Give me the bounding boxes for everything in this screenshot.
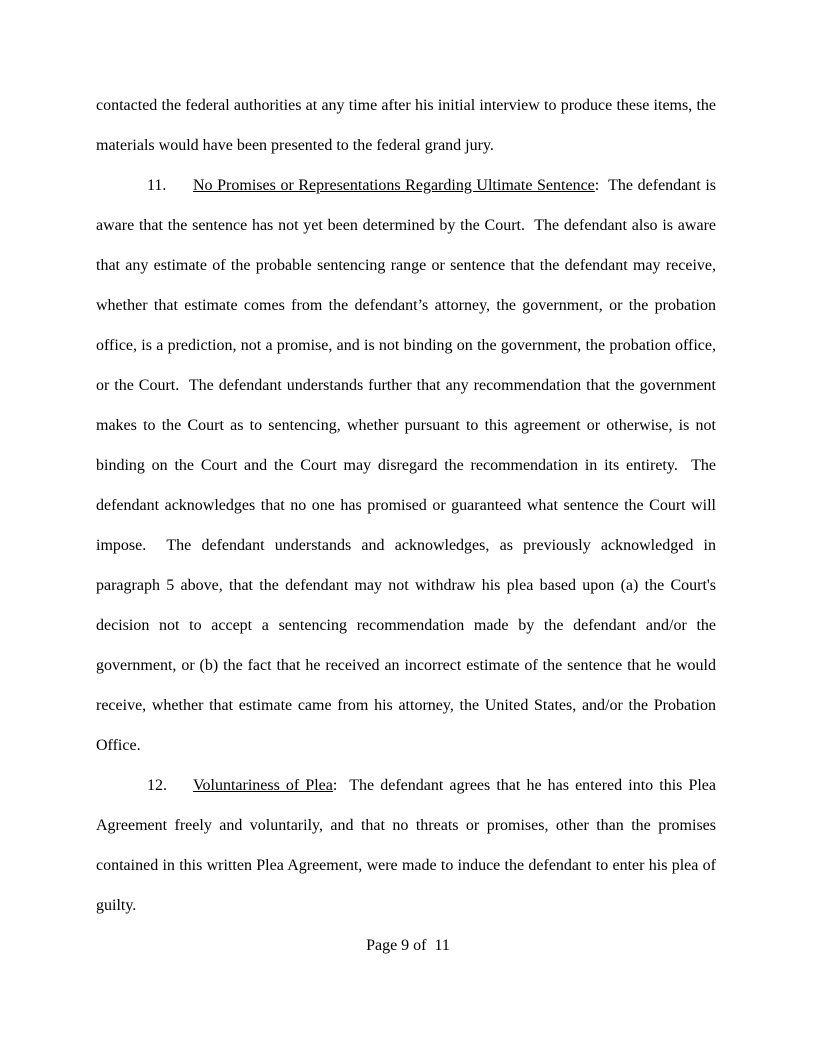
paragraph-11 bbox=[96, 166, 720, 766]
document-body bbox=[96, 86, 720, 926]
paragraph-text: The defendant agrees that he has entered into this Plea Agreement freely and voluntarily, and that no threats or promises, other than the promises contained in this written Plea Agreement, were made to induce the defendant to enter his plea of guilty. bbox=[96, 777, 720, 914]
paragraph-12 bbox=[96, 766, 720, 926]
page-footer bbox=[0, 936, 816, 956]
paragraph-heading: Voluntariness of Plea bbox=[193, 777, 333, 794]
heading-punct: : bbox=[332, 777, 338, 794]
paragraph-number: 11. bbox=[147, 177, 167, 194]
paragraph-heading: No Promises or Representations Regarding Ultimate Sentence bbox=[193, 177, 595, 194]
heading-punct: : bbox=[594, 177, 600, 194]
paragraph-text: The defendant is aware that the sentence has not yet been determined by the Court. The defendant also is aware that any estimate of the probable sentencing range or sentence that the defendant may receive, whether that estimate comes from the defendant’s attorney, the government, or the probation office, is a prediction, not a promise, and is not binding on the government, the probation office, or the Court. The defendant understands further that any recommendation that the government makes to the Court as to sentencing, whether pursuant to this agreement or otherwise, is not binding on the Court and the Court may disregard the recommendation in its entirety. The defendant acknowledges that no one has promised or guaranteed what sentence the Court will impose. The defendant understands and acknowledges, as previously acknowledged in paragraph 5 above, that the defendant may not withdraw his plea based upon (a) the Court's decision not to accept a sentencing recommendation made by the defendant and/or the government, or (b) the fact that he received an incorrect estimate of the sentence that he would receive, whether that estimate came from his attorney, the United States, and/or the Probation Office. bbox=[96, 177, 720, 754]
continuation-paragraph: contacted the federal authorities at any time after his initial interview to produce these items, the materials would have been presented to the federal grand jury. bbox=[96, 97, 716, 154]
page-number: Page 9 of 11 bbox=[366, 937, 450, 954]
paragraph-number: 12. bbox=[147, 777, 167, 794]
